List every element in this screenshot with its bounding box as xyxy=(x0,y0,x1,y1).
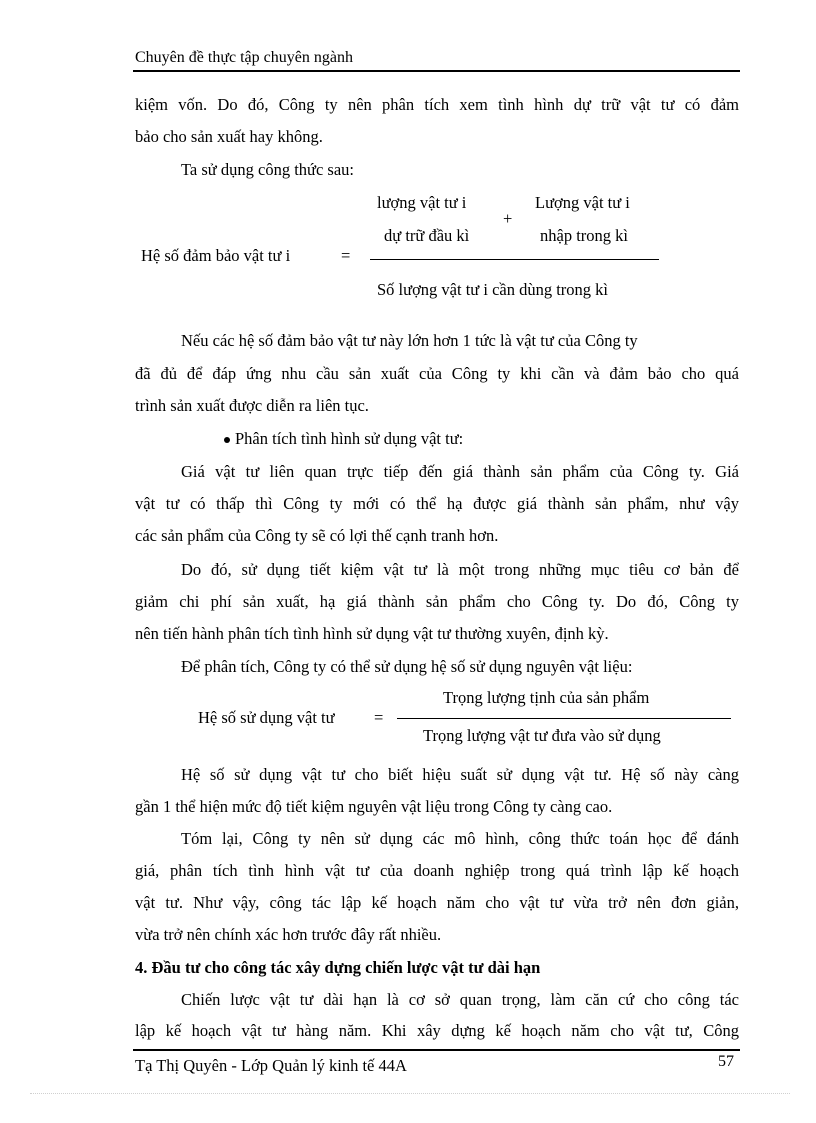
paragraph-line: bảo cho sản xuất hay không. xyxy=(135,127,323,146)
paragraph-line: nên tiến hành phân tích tình hình sử dụng vật tư thường xuyên, định kỳ. xyxy=(135,624,609,643)
paragraph-line: gần 1 thể hiện mức độ tiết kiệm nguyên vật liệu trong Công ty càng cao. xyxy=(135,797,613,816)
formula2-equals: = xyxy=(374,708,384,727)
paragraph-line: Do đó, sử dụng tiết kiệm vật tư là một trong những mục tiêu cơ bản để xyxy=(181,560,739,579)
paragraph-line: Tóm lại, Công ty nên sử dụng các mô hình, công thức toán học để đánh xyxy=(181,829,739,848)
bullet-icon xyxy=(224,437,230,443)
page-number: 57 xyxy=(718,1053,734,1070)
formula1-fraction-bar xyxy=(370,259,659,260)
formula2-denominator: Trọng lượng vật tư đưa vào sử dụng xyxy=(423,726,661,745)
formula2-fraction-bar xyxy=(397,718,731,719)
formula1-num-b-line1: Lượng vật tư i xyxy=(535,193,630,212)
paragraph-line: kiệm vốn. Do đó, Công ty nên phân tích xem tình hình dự trữ vật tư có đảm xyxy=(135,95,739,114)
paragraph-line: giảm chi phí sản xuất, hạ giá thành sản phẩm cho Công ty. Do đó, Công ty xyxy=(135,592,739,611)
paragraph-line: Nếu các hệ số đảm bảo vật tư này lớn hơn 1 tức là vật tư của Công ty xyxy=(181,331,638,350)
paragraph-line: Chiến lược vật tư dài hạn là cơ sở quan trọng, làm căn cứ cho công tác xyxy=(181,990,739,1009)
formula2-lhs: Hệ số sử dụng vật tư xyxy=(198,708,335,727)
formula1-lhs: Hệ số đảm bảo vật tư i xyxy=(141,246,291,265)
formula1-num-a-line2: dự trữ đầu kì xyxy=(384,226,470,245)
formula1-num-a-line1: lượng vật tư i xyxy=(377,193,467,212)
page-edge-divider xyxy=(30,1093,790,1094)
paragraph-line: đã đủ để đáp ứng nhu cầu sản xuất của Công ty khi cần và đảm bảo cho quá xyxy=(135,364,739,383)
paragraph-line: Giá vật tư liên quan trực tiếp đến giá thành sản phẩm của Công ty. Giá xyxy=(181,462,739,481)
paragraph-line: Để phân tích, Công ty có thể sử dụng hệ số sử dụng nguyên vật liệu: xyxy=(181,657,633,676)
paragraph-line: giá, phân tích tình hình vật tư của doanh nghiệp trong quá trình lập kế hoạch xyxy=(135,861,739,880)
paragraph-line: Ta sử dụng công thức sau: xyxy=(181,160,354,179)
footer-author: Tạ Thị Quyên - Lớp Quản lý kinh tế 44A xyxy=(135,1056,407,1075)
formula1-equals: = xyxy=(341,246,351,265)
paragraph-line: Hệ số sử dụng vật tư cho biết hiệu suất sử dụng vật tư. Hệ số này càng xyxy=(181,765,739,784)
formula1-denominator: Số lượng vật tư i cần dùng trong kì xyxy=(377,280,609,299)
paragraph-line: vật tư có thấp thì Công ty mới có thể hạ được giá thành sản phẩm, như vậy xyxy=(135,494,739,513)
running-header: Chuyên đề thực tập chuyên ngành xyxy=(135,49,353,66)
formula1-num-b-line2: nhập trong kì xyxy=(540,226,628,245)
paragraph-line: trình sản xuất được diễn ra liên tục. xyxy=(135,396,369,415)
bullet-item: Phân tích tình hình sử dụng vật tư: xyxy=(235,429,464,448)
header-rule xyxy=(133,70,740,72)
paragraph-line: các sản phẩm của Công ty sẽ có lợi thế cạnh tranh hơn. xyxy=(135,526,499,545)
paragraph-line: vật tư. Như vậy, công tác lập kế hoạch năm cho vật tư vừa trở nên đơn giản, xyxy=(135,893,739,912)
formula1-plus: + xyxy=(503,209,513,228)
paragraph-line: vừa trở nên chính xác hơn trước đây rất nhiều. xyxy=(135,925,442,944)
paragraph-line: lập kế hoạch vật tư hàng năm. Khi xây dựng kế hoạch năm cho vật tư, Công xyxy=(135,1021,739,1040)
formula2-numerator: Trọng lượng tịnh của sản phẩm xyxy=(443,688,650,707)
section-heading: 4. Đầu tư cho công tác xây dựng chiến lược vật tư dài hạn xyxy=(135,958,541,977)
footer-rule xyxy=(133,1049,740,1051)
